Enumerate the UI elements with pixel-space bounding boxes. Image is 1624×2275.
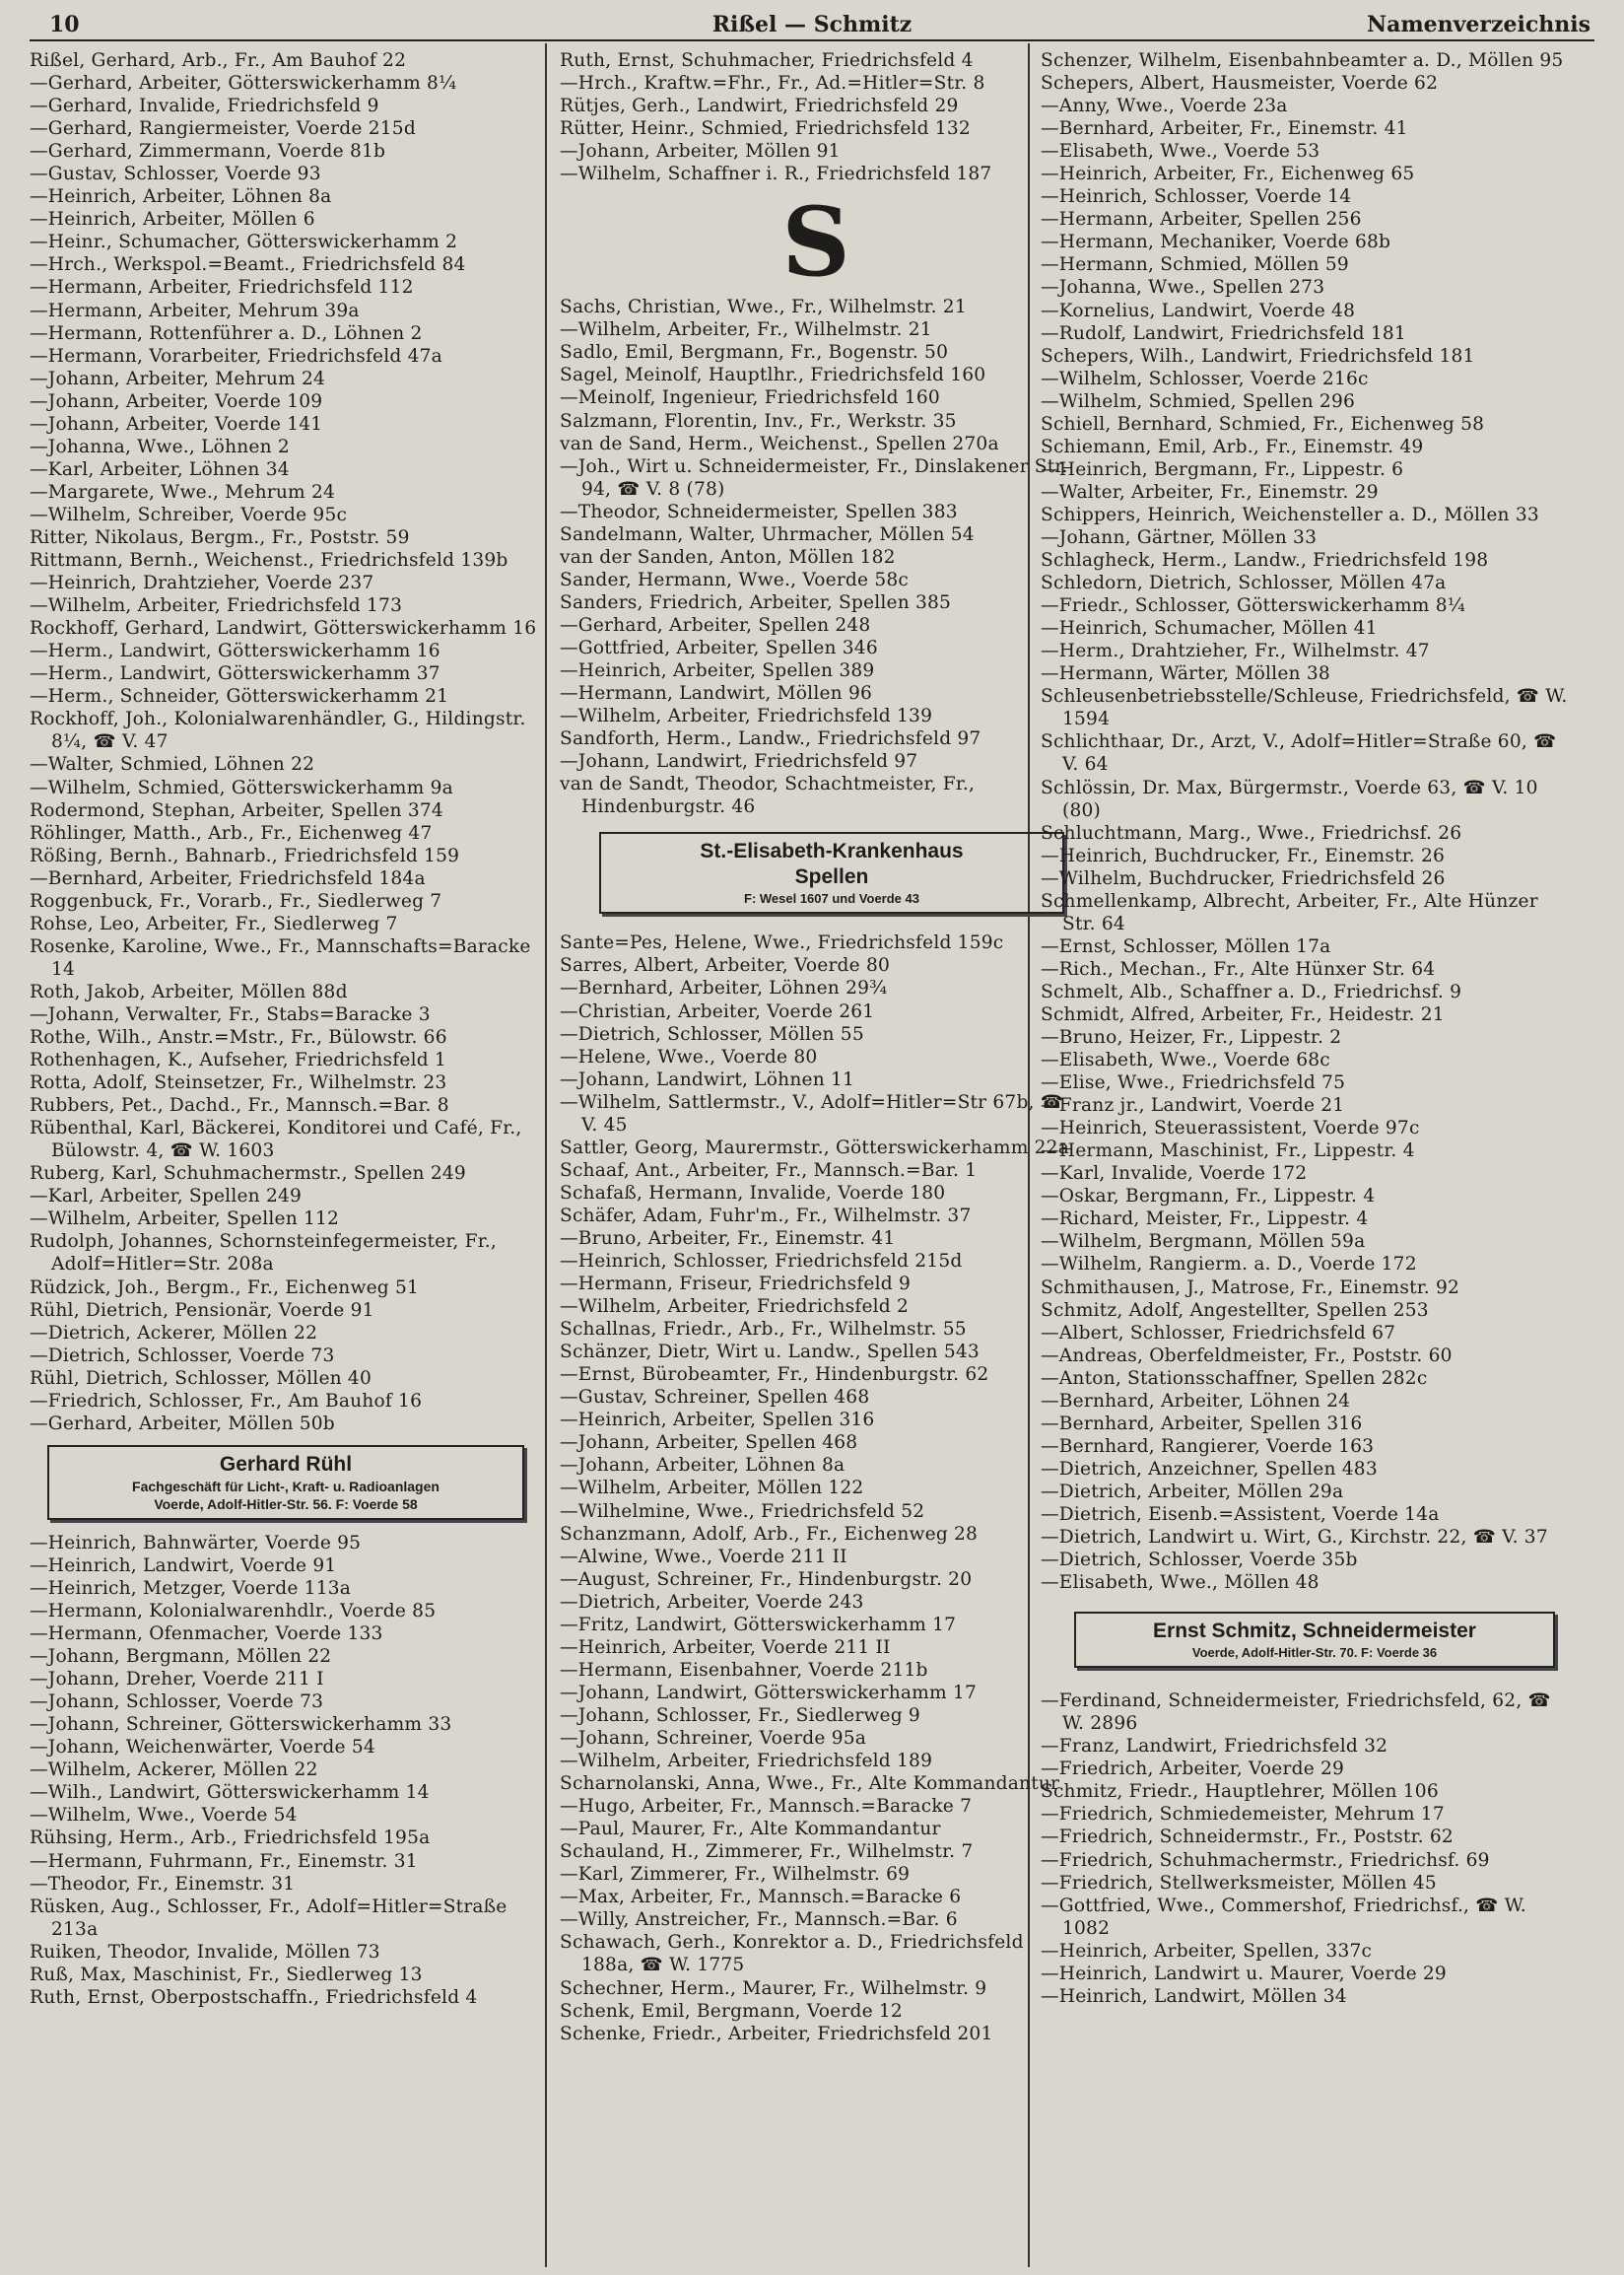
ad-line: Voerde, Adolf-Hitler-Str. 70. F: Voerde 36 xyxy=(1191,1645,1438,1661)
directory-entry: —Wilhelm, Rangierm. a. D., Voerde 172 xyxy=(1041,1254,1417,1275)
directory-entry: Roggenbuck, Fr., Vorarb., Fr., Siedlerweg 7 xyxy=(30,890,442,912)
directory-entry: —Theodor, Fr., Einemstr. 31 xyxy=(30,1873,296,1895)
directory-entry: —Dietrich, Schlosser, Möllen 55 xyxy=(560,1023,864,1045)
directory-entry: —Gerhard, Rangiermeister, Voerde 215d xyxy=(30,118,416,140)
page-header xyxy=(30,10,1594,41)
directory-entry: —Walter, Schmied, Löhnen 22 xyxy=(30,754,315,776)
directory-entry: Schluchtmann, Marg., Wwe., Friedrichsf. 26 xyxy=(1041,822,1462,844)
directory-entry: —Theodor, Schneidermeister, Spellen 383 xyxy=(560,501,958,522)
directory-entry: —Elisabeth, Wwe., Möllen 48 xyxy=(1041,1572,1320,1594)
directory-entry: —Johanna, Wwe., Spellen 273 xyxy=(1041,277,1325,299)
directory-entry: Salzmann, Florentin, Inv., Fr., Werkstr. 35 xyxy=(560,410,957,432)
directory-entry: —Margarete, Wwe., Mehrum 24 xyxy=(30,481,336,503)
directory-entry: —Johann, Arbeiter, Voerde 109 xyxy=(30,390,323,412)
directory-entry: —Hermann, Wärter, Möllen 38 xyxy=(1041,663,1330,685)
directory-entry: —Johann, Arbeiter, Möllen 91 xyxy=(560,141,841,163)
column-divider xyxy=(545,43,547,2267)
directory-entry: —Wilhelm, Wwe., Voerde 54 xyxy=(30,1805,298,1827)
directory-entry: —Alwine, Wwe., Voerde 211 II xyxy=(560,1546,847,1567)
directory-entry: Schawach, Gerh., Konrektor a. D., Friedrichsfeld 188a, ☎ W. 1775 xyxy=(560,1932,1024,1976)
directory-entry: —Elisabeth, Wwe., Voerde 68c xyxy=(1041,1050,1330,1071)
ad-line: Voerde, Adolf-Hitler-Str. 56. F: Voerde 58 xyxy=(154,1495,418,1512)
directory-entry: —Wilhelm, Arbeiter, Fr., Wilhelmstr. 21 xyxy=(560,319,932,341)
directory-entry: Sarres, Albert, Arbeiter, Voerde 80 xyxy=(560,955,891,977)
directory-entry: —Dietrich, Ackerer, Möllen 22 xyxy=(30,1322,318,1344)
directory-entry: van de Sandt, Theodor, Schachtmeister, Fr., Hindenburgstr. 46 xyxy=(560,774,976,818)
directory-entry: Ruth, Ernst, Schuhmacher, Friedrichsfeld 4 xyxy=(560,50,974,71)
directory-entry: —Wilhelm, Bergmann, Möllen 59a xyxy=(1041,1231,1366,1253)
directory-entry: —Johann, Schlosser, Fr., Siedlerweg 9 xyxy=(560,1704,920,1726)
ad-title: Ernst Schmitz, Schneidermeister xyxy=(1153,1620,1476,1643)
directory-entry: —Herm., Landwirt, Götterswickerhamm 37 xyxy=(30,663,440,685)
directory-entry: Schäfer, Adam, Fuhr'm., Fr., Wilhelmstr. 37 xyxy=(560,1205,972,1226)
directory-entry: —Hermann, Schmied, Möllen 59 xyxy=(1041,254,1349,276)
directory-entry: —Wilhelm, Arbeiter, Friedrichsfeld 139 xyxy=(560,706,933,727)
directory-entry: Rühl, Dietrich, Schlosser, Möllen 40 xyxy=(30,1367,372,1389)
directory-entry: —Bernhard, Arbeiter, Spellen 316 xyxy=(1041,1413,1363,1434)
directory-entry: —Johann, Arbeiter, Mehrum 24 xyxy=(30,368,326,389)
directory-entry: Roth, Jakob, Arbeiter, Möllen 88d xyxy=(30,981,348,1002)
directory-entry: Rohse, Leo, Arbeiter, Fr., Siedlerweg 7 xyxy=(30,913,398,934)
directory-entry: —Hermann, Friseur, Friedrichsfeld 9 xyxy=(560,1274,911,1295)
directory-entry: —Gottfried, Arbeiter, Spellen 346 xyxy=(560,637,878,658)
directory-entry: —Franz, Landwirt, Friedrichsfeld 32 xyxy=(1041,1736,1388,1758)
directory-entry: Schenk, Emil, Bergmann, Voerde 12 xyxy=(560,2000,903,2022)
directory-entry: —Friedrich, Schneidermstr., Fr., Poststr. 62 xyxy=(1041,1827,1454,1848)
directory-entry: —Karl, Arbeiter, Spellen 249 xyxy=(30,1186,303,1207)
directory-entry: —Heinrich, Landwirt u. Maurer, Voerde 29 xyxy=(1041,1963,1447,1984)
directory-entry: —Johann, Landwirt, Götterswickerhamm 17 xyxy=(560,1682,977,1703)
directory-entry: Schmitz, Adolf, Angestellter, Spellen 253 xyxy=(1041,1299,1429,1321)
directory-entry: —Dietrich, Eisenb.=Assistent, Voerde 14a xyxy=(1041,1504,1440,1525)
directory-entry: —Heinrich, Schumacher, Möllen 41 xyxy=(1041,618,1378,640)
directory-entry: —Karl, Arbeiter, Löhnen 34 xyxy=(30,458,290,480)
directory-entry: —Meinolf, Ingenieur, Friedrichsfeld 160 xyxy=(560,387,940,409)
directory-entry: Sanders, Friedrich, Arbeiter, Spellen 385 xyxy=(560,591,952,613)
directory-entry: —Dietrich, Arbeiter, Möllen 29a xyxy=(1041,1481,1344,1502)
directory-entry: Ritter, Nikolaus, Bergm., Fr., Poststr. 59 xyxy=(30,526,410,548)
directory-entry: —Johann, Schreiner, Voerde 95a xyxy=(560,1728,867,1749)
directory-entry: Sattler, Georg, Maurermstr., Götterswickerhamm 22a xyxy=(560,1137,1069,1158)
directory-entry: —Johann, Weichenwärter, Voerde 54 xyxy=(30,1737,375,1758)
directory-entry: —Joh., Wirt u. Schneidermeister, Fr., Dinslakener Str. 94, ☎ V. 8 (78) xyxy=(560,455,1068,500)
directory-entry: —Dietrich, Landwirt u. Wirt, G., Kirchstr. 22, ☎ V. 37 xyxy=(1041,1527,1548,1549)
directory-entry: —Ernst, Bürobeamter, Fr., Hindenburgstr. 62 xyxy=(560,1364,989,1386)
directory-entry: —Wilhelm, Arbeiter, Friedrichsfeld 2 xyxy=(560,1296,910,1318)
directory-entry: Schaaf, Ant., Arbeiter, Fr., Mannsch.=Bar. 1 xyxy=(560,1159,978,1181)
directory-entry: —Albert, Schlosser, Friedrichsfeld 67 xyxy=(1041,1322,1396,1344)
directory-entry: Ruth, Ernst, Oberpostschaffn., Friedrichsfeld 4 xyxy=(30,1986,478,2008)
directory-entry: —Friedr., Schlosser, Götterswickerhamm 8¼ xyxy=(1041,595,1465,617)
directory-entry: —Dietrich, Arbeiter, Voerde 243 xyxy=(560,1591,864,1613)
directory-entry: Rudolph, Johannes, Schornsteinfegermeister, Fr., Adolf=Hitler=Str. 208a xyxy=(30,1231,497,1275)
directory-entry: —Dietrich, Anzeichner, Spellen 483 xyxy=(1041,1458,1378,1480)
directory-entry: Schlössin, Dr. Max, Bürgermstr., Voerde 63, ☎ V. 10 (80) xyxy=(1041,777,1538,821)
directory-entry: —Heinrich, Arbeiter, Fr., Eichenweg 65 xyxy=(1041,164,1415,185)
directory-entry: —Wilhelm, Arbeiter, Möllen 122 xyxy=(560,1478,864,1499)
directory-entry: Schippers, Heinrich, Weichensteller a. D., Möllen 33 xyxy=(1041,504,1539,525)
directory-entry: —Heinrich, Arbeiter, Löhnen 8a xyxy=(30,186,332,208)
directory-entry: Sachs, Christian, Wwe., Fr., Wilhelmstr. 21 xyxy=(560,297,967,318)
directory-entry: —Ernst, Schlosser, Möllen 17a xyxy=(1041,935,1331,957)
directory-entry: —Heinrich, Landwirt, Voerde 91 xyxy=(30,1554,337,1576)
directory-entry: —Wilhelm, Arbeiter, Friedrichsfeld 189 xyxy=(560,1751,933,1772)
directory-entry: —Johann, Arbeiter, Spellen 468 xyxy=(560,1432,858,1454)
directory-entry: —Hermann, Maschinist, Fr., Lippestr. 4 xyxy=(1041,1140,1415,1162)
directory-entry: —Heinrich, Buchdrucker, Fr., Einemstr. 26 xyxy=(1041,845,1446,866)
directory-entry: Schmelt, Alb., Schaffner a. D., Friedrichsf. 9 xyxy=(1041,981,1462,1002)
directory-entry: Rockhoff, Gerhard, Landwirt, Götterswickerhamm 16 xyxy=(30,618,537,640)
directory-entry: —August, Schreiner, Fr., Hindenburgstr. 20 xyxy=(560,1568,973,1590)
directory-entry: —Karl, Invalide, Voerde 172 xyxy=(1041,1163,1308,1185)
directory-entry: Rothenhagen, K., Aufseher, Friedrichsfeld 1 xyxy=(30,1050,446,1071)
directory-entry: —Hermann, Arbeiter, Mehrum 39a xyxy=(30,300,360,321)
directory-entry: —Bernhard, Arbeiter, Löhnen 29¾ xyxy=(560,978,888,1000)
directory-entry: —Gustav, Schlosser, Voerde 93 xyxy=(30,164,321,185)
directory-entry: —Johann, Schreiner, Götterswickerhamm 33 xyxy=(30,1714,452,1736)
directory-entry: Rubbers, Pet., Dachd., Fr., Mannsch.=Bar. 8 xyxy=(30,1095,449,1117)
directory-entry: —Paul, Maurer, Fr., Alte Kommandantur xyxy=(560,1819,941,1840)
directory-entry: —Karl, Zimmerer, Fr., Wilhelmstr. 69 xyxy=(560,1864,911,1886)
directory-entry: —Heinrich, Arbeiter, Spellen 316 xyxy=(560,1410,875,1431)
directory-entry: —Johann, Landwirt, Friedrichsfeld 97 xyxy=(560,751,918,773)
directory-entry: Schafaß, Hermann, Invalide, Voerde 180 xyxy=(560,1182,946,1204)
directory-entry: —Wilhelm, Schmied, Götterswickerhamm 9a xyxy=(30,777,453,798)
directory-entry: —Johann, Arbeiter, Voerde 141 xyxy=(30,413,323,435)
directory-entry: —Gustav, Schreiner, Spellen 468 xyxy=(560,1387,870,1409)
directory-entry: Schmidt, Alfred, Arbeiter, Fr., Heidestr. 21 xyxy=(1041,1003,1445,1025)
directory-entry: —Johann, Dreher, Voerde 211 I xyxy=(30,1669,324,1690)
directory-entry: Schmitz, Friedr., Hauptlehrer, Möllen 106 xyxy=(1041,1781,1439,1803)
ad-title: Gerhard Rühl xyxy=(219,1452,353,1476)
directory-entry: —Ferdinand, Schneidermeister, Friedrichsfeld, 62, ☎ W. 2896 xyxy=(1041,1690,1551,1735)
directory-entry: —Bernhard, Rangierer, Voerde 163 xyxy=(1041,1435,1375,1457)
directory-entry: —Max, Arbeiter, Fr., Mannsch.=Baracke 6 xyxy=(560,1887,962,1908)
page-number: 10 xyxy=(49,12,80,37)
directory-entry: —Anton, Stationsschaffner, Spellen 282c xyxy=(1041,1367,1428,1389)
directory-entry: —Rudolf, Landwirt, Friedrichsfeld 181 xyxy=(1041,322,1406,344)
directory-entry: —Johann, Verwalter, Fr., Stabs=Baracke 3 xyxy=(30,1003,431,1025)
directory-entry: —Herm., Landwirt, Götterswickerhamm 16 xyxy=(30,641,440,662)
directory-entry: —Heinrich, Schlosser, Friedrichsfeld 215d xyxy=(560,1251,963,1273)
directory-entry: —Hermann, Rottenführer a. D., Löhnen 2 xyxy=(30,322,423,344)
directory-entry: —Hermann, Vorarbeiter, Friedrichsfeld 47a xyxy=(30,345,442,367)
directory-entry: —Heinrich, Arbeiter, Spellen, 337c xyxy=(1041,1940,1373,1962)
directory-entry: Schenke, Friedr., Arbeiter, Friedrichsfeld 201 xyxy=(560,2023,993,2044)
directory-entry: —Hrch., Kraftw.=Fhr., Fr., Ad.=Hitler=Str. 8 xyxy=(560,73,985,95)
directory-entry: —Heinrich, Steuerassistent, Voerde 97c xyxy=(1041,1118,1420,1139)
directory-entry: —Hrch., Werkspol.=Beamt., Friedrichsfeld 84 xyxy=(30,254,466,276)
directory-entry: —Wilhelm, Buchdrucker, Friedrichsfeld 26 xyxy=(1041,867,1446,889)
directory-entry: Schepers, Albert, Hausmeister, Voerde 62 xyxy=(1041,73,1439,95)
directory-entry: Schechner, Herm., Maurer, Fr., Wilhelmstr. 9 xyxy=(560,1977,987,1999)
directory-entry: —Friedrich, Schmiedemeister, Mehrum 17 xyxy=(1041,1804,1445,1826)
directory-entry: —Bernhard, Arbeiter, Löhnen 24 xyxy=(1041,1390,1351,1412)
column-2 xyxy=(560,49,1072,2267)
directory-entry: —Friedrich, Arbeiter, Voerde 29 xyxy=(1041,1758,1345,1780)
directory-entry: —Gerhard, Arbeiter, Götterswickerhamm 8¼ xyxy=(30,73,457,95)
directory-entry: —Heinrich, Landwirt, Möllen 34 xyxy=(1041,1985,1347,2007)
directory-entry: van de Sand, Herm., Weichenst., Spellen 270a xyxy=(560,433,999,454)
directory-entry: —Johann, Gärtner, Möllen 33 xyxy=(1041,526,1318,548)
directory-entry: Rüsken, Aug., Schlosser, Fr., Adolf=Hitler=Straße 213a xyxy=(30,1896,508,1940)
directory-entry: Rößing, Bernh., Bahnarb., Friedrichsfeld 159 xyxy=(30,845,460,866)
directory-entry: —Wilhelm, Arbeiter, Friedrichsfeld 173 xyxy=(30,595,403,617)
directory-entry: —Johanna, Wwe., Löhnen 2 xyxy=(30,436,290,457)
directory-entry: —Johann, Landwirt, Löhnen 11 xyxy=(560,1069,855,1090)
directory-entry: Rockhoff, Joh., Kolonialwarenhändler, G., Hildingstr. 8¼, ☎ V. 47 xyxy=(30,709,526,753)
directory-entry: —Hermann, Eisenbahner, Voerde 211b xyxy=(560,1659,928,1681)
directory-entry: Rütjes, Gerh., Landwirt, Friedrichsfeld 29 xyxy=(560,96,959,117)
directory-entry: —Heinrich, Drahtzieher, Voerde 237 xyxy=(30,573,374,594)
directory-entry: Rütter, Heinr., Schmied, Friedrichsfeld 132 xyxy=(560,118,971,140)
directory-entry: —Bruno, Arbeiter, Fr., Einemstr. 41 xyxy=(560,1227,896,1249)
advertisement-krankenhaus xyxy=(599,832,1064,914)
directory-entry: Schlagheck, Herm., Landw., Friedrichsfeld 198 xyxy=(1041,550,1489,572)
directory-entry: —Gerhard, Arbeiter, Spellen 248 xyxy=(560,614,871,636)
directory-entry: —Wilhelm, Schmied, Spellen 296 xyxy=(1041,390,1355,412)
directory-entry: —Hermann, Ofenmacher, Voerde 133 xyxy=(30,1623,383,1645)
page-title: Rißel — Schmitz xyxy=(711,12,913,37)
ad-title: St.-Elisabeth-Krankenhaus xyxy=(700,840,964,863)
directory-entry: Schiemann, Emil, Arb., Fr., Einemstr. 49 xyxy=(1041,436,1424,457)
directory-entry: Ruiken, Theodor, Invalide, Möllen 73 xyxy=(30,1941,380,1963)
directory-entry: —Herm., Drahtzieher, Fr., Wilhelmstr. 47 xyxy=(1041,641,1430,662)
ad-line: Fachgeschäft für Licht-, Kraft- u. Radioanlagen xyxy=(132,1478,440,1494)
directory-entry: Schänzer, Dietr, Wirt u. Landw., Spellen 543 xyxy=(560,1342,980,1363)
directory-entry: Schledorn, Dietrich, Schlosser, Möllen 47a xyxy=(1041,573,1447,594)
directory-entry: —Gerhard, Zimmermann, Voerde 81b xyxy=(30,141,386,163)
directory-entry: —Walter, Arbeiter, Fr., Einemstr. 29 xyxy=(1041,481,1379,503)
directory-entry: —Bernhard, Arbeiter, Friedrichsfeld 184a xyxy=(30,867,426,889)
directory-entry: —Heinrich, Bergmann, Fr., Lippestr. 6 xyxy=(1041,458,1404,480)
directory-entry: Rothe, Wilh., Anstr.=Mstr., Fr., Bülowstr. 66 xyxy=(30,1027,447,1049)
directory-entry: —Elise, Wwe., Friedrichsfeld 75 xyxy=(1041,1072,1346,1094)
directory-entry: —Franz jr., Landwirt, Voerde 21 xyxy=(1041,1095,1345,1117)
directory-entry: Sagel, Meinolf, Hauptlhr., Friedrichsfeld 160 xyxy=(560,365,986,386)
directory-entry: —Elisabeth, Wwe., Voerde 53 xyxy=(1041,141,1320,163)
directory-entry: Sandforth, Herm., Landw., Friedrichsfeld 97 xyxy=(560,728,981,750)
directory-entry: —Anny, Wwe., Voerde 23a xyxy=(1041,96,1288,117)
directory-entry: Scharnolanski, Anna, Wwe., Fr., Alte Kommandantur xyxy=(560,1773,1060,1795)
directory-entry: —Wilhelm, Sattlermstr., V., Adolf=Hitler=Str 67b, ☎ V. 45 xyxy=(560,1091,1064,1136)
directory-entry: —Wilhelm, Schaffner i. R., Friedrichsfeld 187 xyxy=(560,164,992,185)
directory-entry: —Hermann, Mechaniker, Voerde 68b xyxy=(1041,232,1391,253)
ad-line: F: Wesel 1607 und Voerde 43 xyxy=(744,891,919,907)
directory-entry: —Hermann, Landwirt, Möllen 96 xyxy=(560,683,873,705)
directory-entry: —Hermann, Kolonialwarenhdlr., Voerde 85 xyxy=(30,1601,437,1621)
section-initial-letter: S xyxy=(781,186,850,299)
directory-entry: —Wilhelm, Ackerer, Möllen 22 xyxy=(30,1759,318,1781)
directory-entry: —Wilhelm, Schlosser, Voerde 216c xyxy=(1041,368,1369,389)
directory-entry: Schepers, Wilh., Landwirt, Friedrichsfeld 181 xyxy=(1041,345,1475,367)
directory-entry: —Willy, Anstreicher, Fr., Mannsch.=Bar. 6 xyxy=(560,1909,958,1931)
directory-entry: Sante=Pes, Helene, Wwe., Friedrichsfeld 159c xyxy=(560,932,1004,954)
directory-entry: Schleusenbetriebsstelle/Schleuse, Friedrichsfeld, ☎ W. 1594 xyxy=(1041,686,1568,730)
ad-subtitle: Spellen xyxy=(794,865,869,889)
directory-entry: —Helene, Wwe., Voerde 80 xyxy=(560,1046,818,1068)
directory-entry: —Gerhard, Invalide, Friedrichsfeld 9 xyxy=(30,96,379,117)
directory-entry: Ruß, Max, Maschinist, Fr., Siedlerweg 13 xyxy=(30,1964,423,1985)
directory-entry: —Herm., Schneider, Götterswickerhamm 21 xyxy=(30,686,449,708)
directory-entry: van der Sanden, Anton, Möllen 182 xyxy=(560,546,896,568)
directory-entry: —Friedrich, Schuhmachermstr., Friedrichsf. 69 xyxy=(1041,1849,1490,1871)
directory-entry: Schenzer, Wilhelm, Eisenbahnbeamter a. D., Möllen 95 xyxy=(1041,50,1564,71)
directory-entry: Rittmann, Bernh., Weichenst., Friedrichsfeld 139b xyxy=(30,550,508,572)
column-1 xyxy=(30,49,542,2267)
directory-entry: Schiell, Bernhard, Schmied, Fr., Eichenweg 58 xyxy=(1041,413,1485,435)
directory-entry: Rühl, Dietrich, Pensionär, Voerde 91 xyxy=(30,1299,374,1321)
directory-entry: Sander, Hermann, Wwe., Voerde 58c xyxy=(560,569,910,590)
directory-entry: —Dietrich, Schlosser, Voerde 35b xyxy=(1041,1550,1358,1571)
directory-entry: —Dietrich, Schlosser, Voerde 73 xyxy=(30,1344,335,1366)
directory-entry: Schmithausen, J., Matrose, Fr., Einemstr. 92 xyxy=(1041,1276,1460,1298)
directory-entry: —Hermann, Arbeiter, Spellen 256 xyxy=(1041,209,1362,231)
column-3 xyxy=(1041,49,1573,2267)
directory-entry: Rosenke, Karoline, Wwe., Fr., Mannschafts=Baracke 14 xyxy=(30,935,531,980)
directory-entry: Schlichthaar, Dr., Arzt, V., Adolf=Hitler=Straße 60, ☎ V. 64 xyxy=(1041,731,1557,776)
directory-entry: Rotta, Adolf, Steinsetzer, Fr., Wilhelmstr. 23 xyxy=(30,1072,447,1094)
directory-entry: —Fritz, Landwirt, Götterswickerhamm 17 xyxy=(560,1614,957,1635)
directory-entry: —Wilhelmine, Wwe., Friedrichsfeld 52 xyxy=(560,1500,925,1522)
directory-entry: Ruberg, Karl, Schuhmachermstr., Spellen 249 xyxy=(30,1163,466,1185)
directory-entry: —Richard, Meister, Fr., Lippestr. 4 xyxy=(1041,1208,1369,1230)
directory-entry: Rüdzick, Joh., Bergm., Fr., Eichenweg 51 xyxy=(30,1276,420,1298)
directory-entry: —Heinr., Schumacher, Götterswickerhamm 2 xyxy=(30,232,458,253)
directory-entry: —Heinrich, Arbeiter, Möllen 6 xyxy=(30,209,315,231)
directory-entry: —Hermann, Fuhrmann, Fr., Einemstr. 31 xyxy=(30,1850,418,1872)
directory-entry: —Friedrich, Schlosser, Fr., Am Bauhof 16 xyxy=(30,1390,423,1412)
directory-entry: Rübenthal, Karl, Bäckerei, Konditorei und Café, Fr., Bülowstr. 4, ☎ W. 1603 xyxy=(30,1118,522,1162)
directory-entry: —Rich., Mechan., Fr., Alte Hünxer Str. 64 xyxy=(1041,958,1436,980)
directory-entry: —Heinrich, Arbeiter, Voerde 211 II xyxy=(560,1636,891,1658)
directory-entry: —Christian, Arbeiter, Voerde 261 xyxy=(560,1000,875,1022)
directory-entry: Schanzmann, Adolf, Arb., Fr., Eichenweg 28 xyxy=(560,1523,979,1545)
directory-entry: —Kornelius, Landwirt, Voerde 48 xyxy=(1041,300,1356,321)
directory-entry: Sadlo, Emil, Bergmann, Fr., Bogenstr. 50 xyxy=(560,342,949,364)
directory-entry: —Bruno, Heizer, Fr., Lippestr. 2 xyxy=(1041,1027,1342,1049)
directory-entry: —Johann, Arbeiter, Löhnen 8a xyxy=(560,1455,846,1477)
directory-entry: Röhlinger, Matth., Arb., Fr., Eichenweg 47 xyxy=(30,822,433,844)
directory-entry: —Andreas, Oberfeldmeister, Fr., Poststr. 60 xyxy=(1041,1344,1453,1366)
advertisement-schmitz xyxy=(1074,1612,1555,1668)
directory-entry: —Heinrich, Arbeiter, Spellen 389 xyxy=(560,660,875,682)
directory-entry: —Hermann, Arbeiter, Friedrichsfeld 112 xyxy=(30,277,414,299)
directory-entry: Schauland, H., Zimmerer, Fr., Wilhelmstr. 7 xyxy=(560,1841,974,1863)
directory-entry: Schmellenkamp, Albrecht, Arbeiter, Fr., Alte Hünzer Str. 64 xyxy=(1041,890,1538,934)
directory-entry: —Wilhelm, Arbeiter, Spellen 112 xyxy=(30,1208,340,1230)
section-title: Namenverzeichnis xyxy=(1367,12,1590,37)
directory-entry: —Heinrich, Schlosser, Voerde 14 xyxy=(1041,186,1352,208)
directory-entry: —Johann, Bergmann, Möllen 22 xyxy=(30,1646,332,1668)
directory-entry: —Hugo, Arbeiter, Fr., Mannsch.=Baracke 7 xyxy=(560,1796,973,1818)
directory-entry: Rühsing, Herm., Arb., Friedrichsfeld 195a xyxy=(30,1827,431,1849)
directory-entry: —Oskar, Bergmann, Fr., Lippestr. 4 xyxy=(1041,1186,1376,1207)
directory-entry: —Bernhard, Arbeiter, Fr., Einemstr. 41 xyxy=(1041,118,1408,140)
advertisement-ruehl xyxy=(47,1445,524,1520)
directory-entry: —Friedrich, Stellwerksmeister, Möllen 45 xyxy=(1041,1872,1437,1894)
directory-entry: —Gottfried, Wwe., Commershof, Friedrichsf., ☎ W. 1082 xyxy=(1041,1895,1526,1939)
directory-entry: Sandelmann, Walter, Uhrmacher, Möllen 54 xyxy=(560,523,975,545)
directory-entry: —Wilhelm, Schreiber, Voerde 95c xyxy=(30,504,348,525)
directory-entry: —Heinrich, Metzger, Voerde 113a xyxy=(30,1577,352,1599)
directory-entry: —Johann, Schlosser, Voerde 73 xyxy=(30,1691,324,1713)
directory-entry: Rodermond, Stephan, Arbeiter, Spellen 374 xyxy=(30,799,443,821)
directory-entry: —Gerhard, Arbeiter, Möllen 50b xyxy=(30,1413,335,1434)
directory-entry: Rißel, Gerhard, Arb., Fr., Am Bauhof 22 xyxy=(30,50,407,71)
directory-entry: —Wilh., Landwirt, Götterswickerhamm 14 xyxy=(30,1782,430,1804)
directory-entry: Schallnas, Friedr., Arb., Fr., Wilhelmstr. 55 xyxy=(560,1319,967,1341)
directory-entry: —Heinrich, Bahnwärter, Voerde 95 xyxy=(30,1532,362,1553)
